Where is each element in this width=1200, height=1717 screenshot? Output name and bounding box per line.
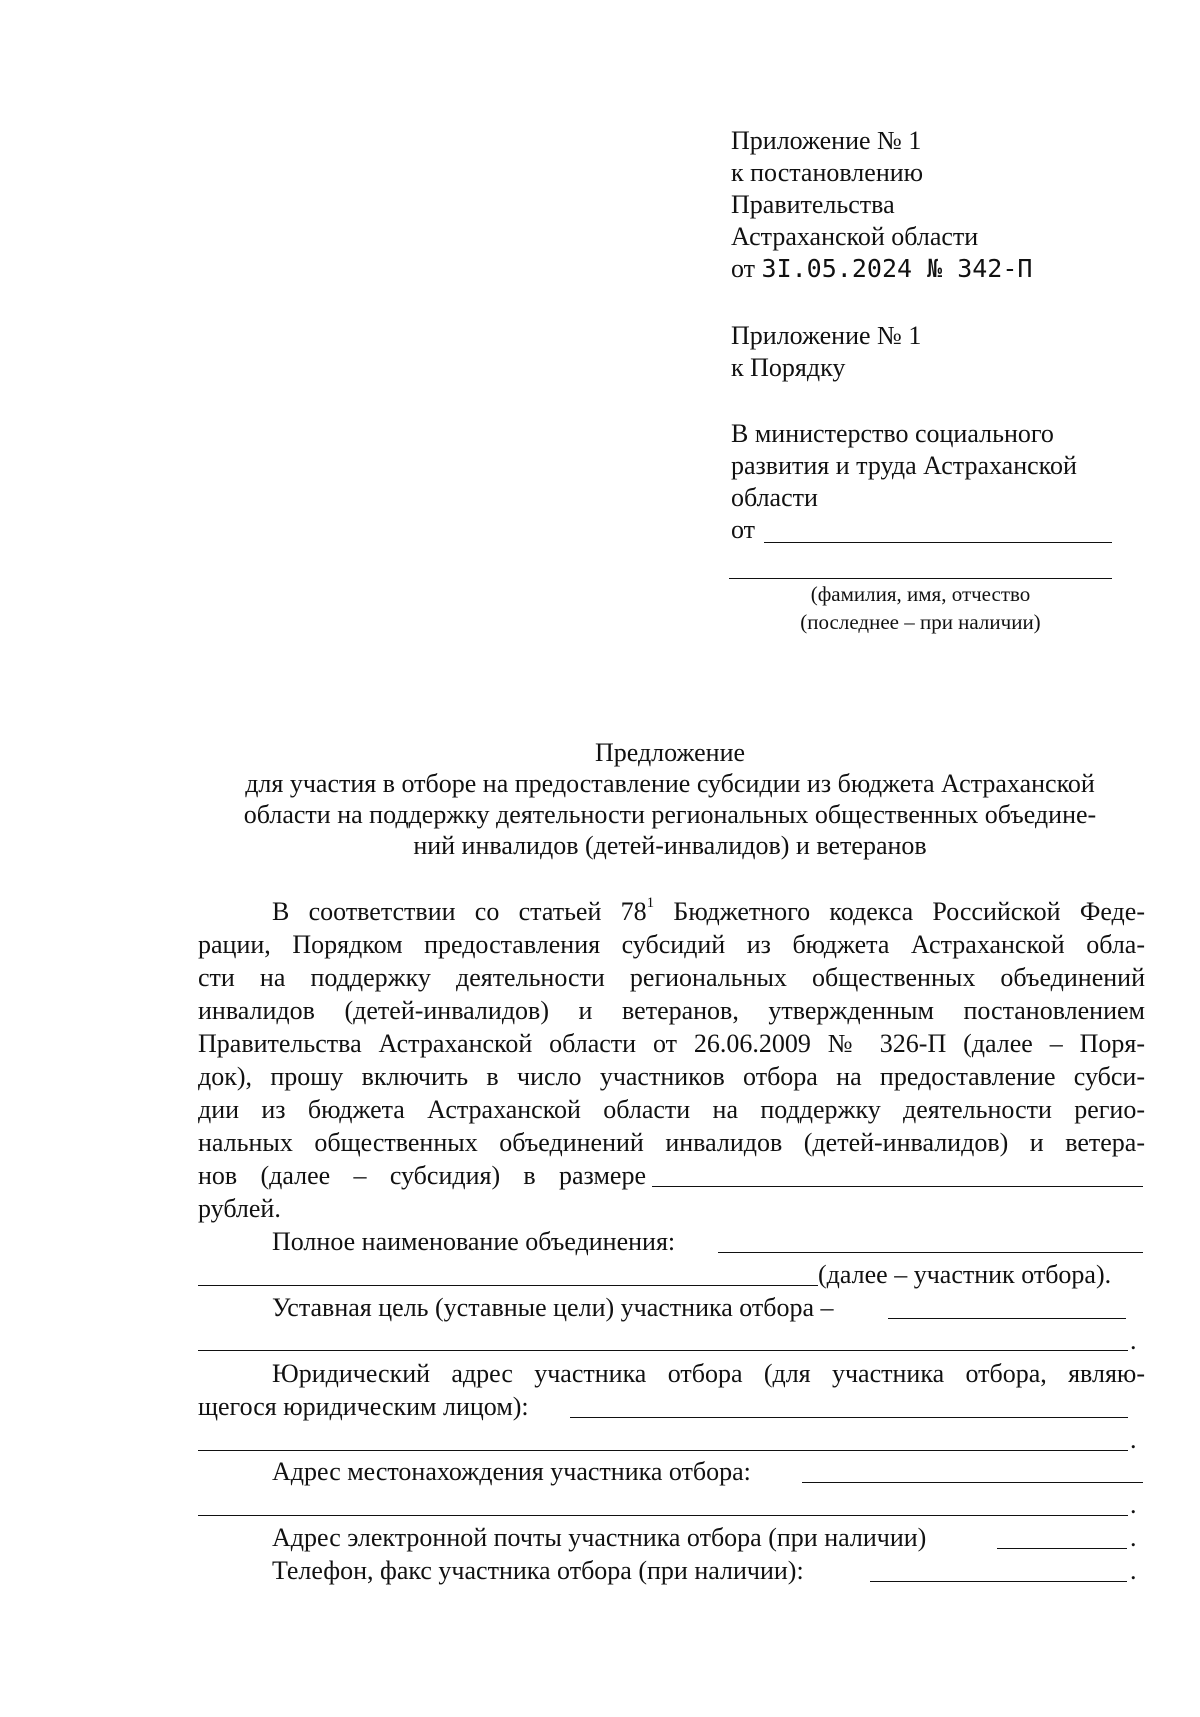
p1-text-a: В соответствии со статьей 78: [272, 897, 647, 926]
paragraph-line-4: инвалидов (детей-инвалидов) и ветеранов, утвержденным постановлением: [198, 996, 1145, 1025]
resolution-date-stamp: 3I.05.2024 № 342-П: [761, 254, 1033, 283]
date-prefix: от: [731, 254, 762, 283]
charter-goal-field-1[interactable]: [888, 1318, 1126, 1319]
appendix-order-header: [731, 320, 1171, 384]
title-line-3: ний инвалидов (детей-инвалидов) и ветеранов: [413, 831, 927, 860]
paragraph-line-5: Правительства Астраханской области от 26.06.2009 № 326-П (далее – Поря-: [198, 1029, 1145, 1058]
paragraph-line-7: дии из бюджета Астраханской области на поддержку деятельности регио-: [198, 1095, 1145, 1124]
phone-field[interactable]: [870, 1581, 1127, 1582]
location-period: .: [1130, 1490, 1137, 1519]
appendix-order-number: Приложение № 1: [731, 321, 922, 350]
appendix-to-order: к Порядку: [731, 353, 846, 382]
from-label: от: [731, 515, 756, 544]
title-line-2: области на поддержку деятельности региональных общественных объедине-: [243, 800, 1097, 829]
paragraph-line-6: док), прошу включить в число участников отбора на предоставление субси-: [198, 1062, 1145, 1091]
appendix-to-resolution: к постановлению: [731, 158, 924, 187]
location-label: Адрес местонахождения участника отбора:: [272, 1457, 751, 1486]
full-name-label: Полное наименование объединения:: [272, 1227, 676, 1256]
legal-address-line-1: Юридический адрес участника отбора (для участника отбора, являю-: [272, 1359, 1145, 1388]
legal-address-line-2: щегося юридическим лицом):: [198, 1392, 529, 1421]
paragraph-line-2: рации, Порядком предоставления субсидий из бюджета Астраханской обла-: [198, 930, 1145, 959]
resolution-date-line: [731, 253, 1171, 285]
charter-goal-label: Уставная цель (уставные цели) участника отбора –: [272, 1293, 834, 1322]
paragraph-line-9: нов (далее – субсидия) в размере: [198, 1161, 646, 1190]
email-period: .: [1130, 1523, 1137, 1552]
addressee-block: [731, 418, 1171, 546]
paragraph-line-3: сти на поддержку деятельности региональных общественных объединений: [198, 963, 1145, 992]
addressee-line-1: В министерство социального: [731, 419, 1054, 448]
footnote-sup: 1: [646, 895, 655, 912]
phone-label: Телефон, факс участника отбора (при наличии):: [272, 1556, 804, 1585]
email-label: Адрес электронной почты участника отбора (при наличии): [272, 1523, 927, 1552]
email-field[interactable]: [997, 1548, 1127, 1549]
p1-text-b: Бюджетного кодекса Российской Феде-: [654, 897, 1145, 926]
legal-address-field-2[interactable]: [198, 1450, 1128, 1451]
document-title: [190, 737, 1150, 861]
fio-note: [729, 580, 1112, 636]
subsidy-amount-field[interactable]: [652, 1186, 1143, 1187]
paragraph-line-10: рублей.: [198, 1194, 281, 1223]
fio-blank-field[interactable]: [729, 578, 1112, 579]
fio-note-line-2: (последнее – при наличии): [800, 610, 1041, 634]
participant-suffix: (далее – участник отбора).: [818, 1260, 1112, 1289]
location-field-1[interactable]: [802, 1482, 1143, 1483]
appendix-region: Астраханской области: [731, 222, 979, 251]
appendix-government: Правительства: [731, 190, 895, 219]
fio-note-line-1: (фамилия, имя, отчество: [810, 582, 1031, 606]
title-heading: Предложение: [594, 738, 746, 767]
location-field-2[interactable]: [198, 1515, 1128, 1516]
paragraph-line-8: нальных общественных объединений инвалидов (детей-инвалидов) и ветера-: [198, 1128, 1145, 1157]
charter-goal-period: .: [1130, 1326, 1137, 1355]
legal-address-period: .: [1130, 1425, 1137, 1454]
legal-address-field-1[interactable]: [570, 1417, 1128, 1418]
full-name-field-1[interactable]: [718, 1252, 1143, 1253]
paragraph-line-1: [272, 896, 1145, 928]
addressee-line-3: области: [731, 483, 818, 512]
appendix-number: Приложение № 1: [731, 126, 922, 155]
appendix-header: [731, 125, 1171, 285]
charter-goal-field-2[interactable]: [198, 1350, 1128, 1351]
full-name-field-2[interactable]: [198, 1285, 818, 1286]
addressee-line-2: развития и труда Астраханской: [731, 451, 1077, 480]
from-blank-field[interactable]: [764, 542, 1112, 543]
phone-period: .: [1130, 1556, 1137, 1585]
title-line-1: для участия в отборе на предоставление субсидии из бюджета Астраханской: [245, 769, 1095, 798]
